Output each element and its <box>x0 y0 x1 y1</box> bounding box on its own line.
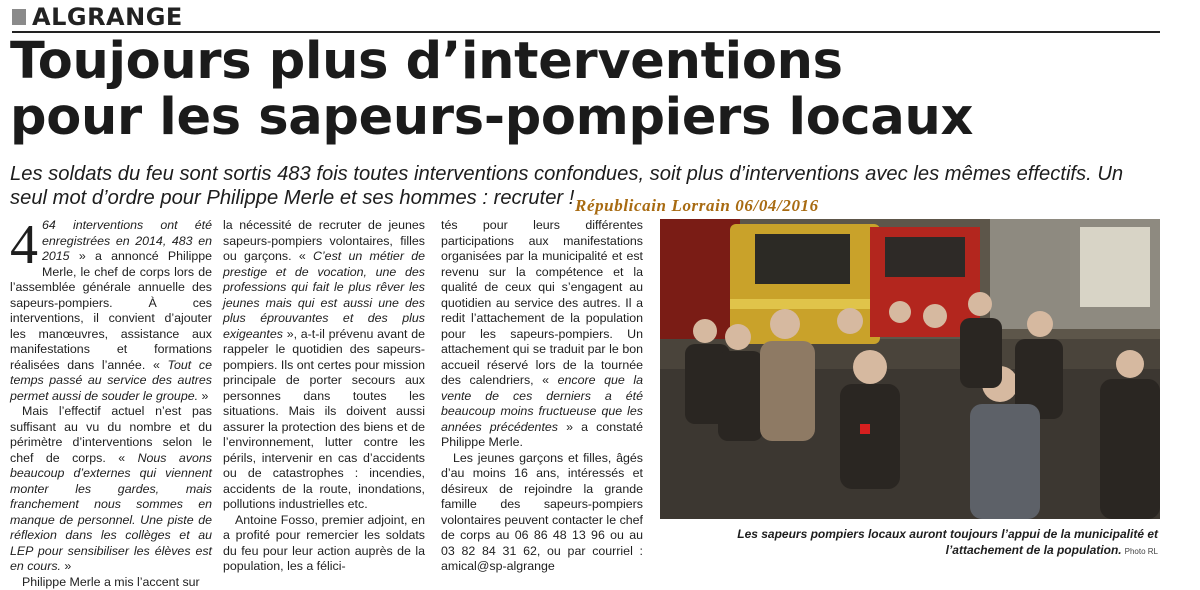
quote: Tout ce temps passé au service des autres permet aussi de souder le groupe. <box>10 358 212 403</box>
paragraph <box>223 218 425 513</box>
article-photo <box>660 219 1160 519</box>
rubric-label: ALGRANGE <box>32 3 183 31</box>
text: tés pour leurs différentes participations aux manifestations organisées par la municipalité et est revenu sur la compétence et la qualité de ceux qui s’engagent au quotidien au service des autres. Il a redit l’attachement de la population pour les sapeurs-pompiers. Un attachement qui se traduit par le bon accueil réservé lors de la tournée des calendriers, « <box>441 218 643 387</box>
paragraph: Antoine Fosso, premier adjoint, en a profité pour remercier les soldats du feu pour leur action auprès de la population, les a félici- <box>223 513 425 575</box>
rubric-square-icon <box>12 9 26 25</box>
text: » a constaté Philippe Merle. <box>441 420 643 450</box>
text: » a annoncé Philippe Merle, le chef de corps lors de l’assemblée générale annuelle des sapeurs-pompiers. À ces interventions, il convient d’ajouter les manœuvres, assistance aux manifestations et formations réalisées dans l’année. « <box>10 249 212 372</box>
quote: Nous avons beaucoup d’externes qui viennent monter les gardes, mais franchement nous sommes en manque de personnel. Une piste de réflexion dans les collèges et au LEP pour sensibiliser les élèves est en cours. <box>10 451 212 574</box>
photo-credit: Photo RL <box>1125 547 1158 556</box>
firefighters-meeting-illustration <box>660 219 1160 519</box>
lead-paragraph: Les soldats du feu sont sortis 483 fois toutes interventions confondues, soit plus d’interventions avec les mêmes effectifs. Un seul mot d’ordre pour Philippe Merle et ses hommes : recruter ! <box>10 162 1160 210</box>
paragraph <box>10 218 212 404</box>
drop-cap: 4 <box>10 222 38 268</box>
paragraph <box>10 404 212 575</box>
headline <box>10 34 1170 146</box>
headline-line-2: pour les sapeurs-pompiers locaux <box>10 90 1170 146</box>
article-column-2 <box>223 218 425 575</box>
caption-text: Les sapeurs pompiers locaux auront toujours l’appui de la municipalité et l’attachement de la population. <box>737 527 1158 557</box>
paragraph <box>441 218 643 451</box>
text: la nécessité de recruter de jeunes sapeurs-pompiers volontaires, filles ou garçons. « <box>223 218 425 263</box>
quote: 64 interventions ont été enregistrées en 2014, 483 en 2015 <box>42 218 212 263</box>
headline-line-1: Toujours plus d’interventions <box>10 34 1170 90</box>
paragraph: Les jeunes garçons et filles, âgés d’au moins 16 ans, intéressés et désireux de rejoindre la grande famille des sapeurs-pompiers volontaires peuvent contacter le chef de corps au 06 86 48 13 96 ou au 03 82 84 31 62, ou par courriel : amical@sp-algrange <box>441 451 643 575</box>
text: », a-t-il prévenu avant de rappeler le quotidien des sapeurs-pompiers. Ils ont certes pour mission principale de porter secours aux personnes dans toutes les situations. Mais ils doivent aussi assurer la protection des biens et de l’environnement, lutter contre les périls, intervenir en cas d’accidents ou de catastrophes : incendies, accidents de la route, inondations, pollutions industrielles etc. <box>223 327 425 512</box>
section-rubric <box>12 4 1160 33</box>
photo-caption <box>670 526 1158 558</box>
article-column-1 <box>10 218 212 590</box>
source-stamp: Républicain Lorrain 06/04/2016 <box>575 196 819 216</box>
article-column-3 <box>441 218 643 575</box>
paragraph: Philippe Merle a mis l’accent sur <box>10 575 212 590</box>
quote: encore que la vente de ces derniers a été beaucoup moins fructueuse que les années précédentes <box>441 373 643 434</box>
text: Mais l’effectif actuel n’est pas suffisant au vu du nombre et du périmètre d’interventions selon le chef de corps. « <box>10 404 212 465</box>
text: » <box>61 559 71 573</box>
text: » <box>198 389 208 403</box>
quote: C’est un métier de prestige et de vocation, une des professions qui fait le plus rêver les jeunes mais qui est aussi une des plus éprouvantes et des plus exigeantes <box>223 249 425 341</box>
